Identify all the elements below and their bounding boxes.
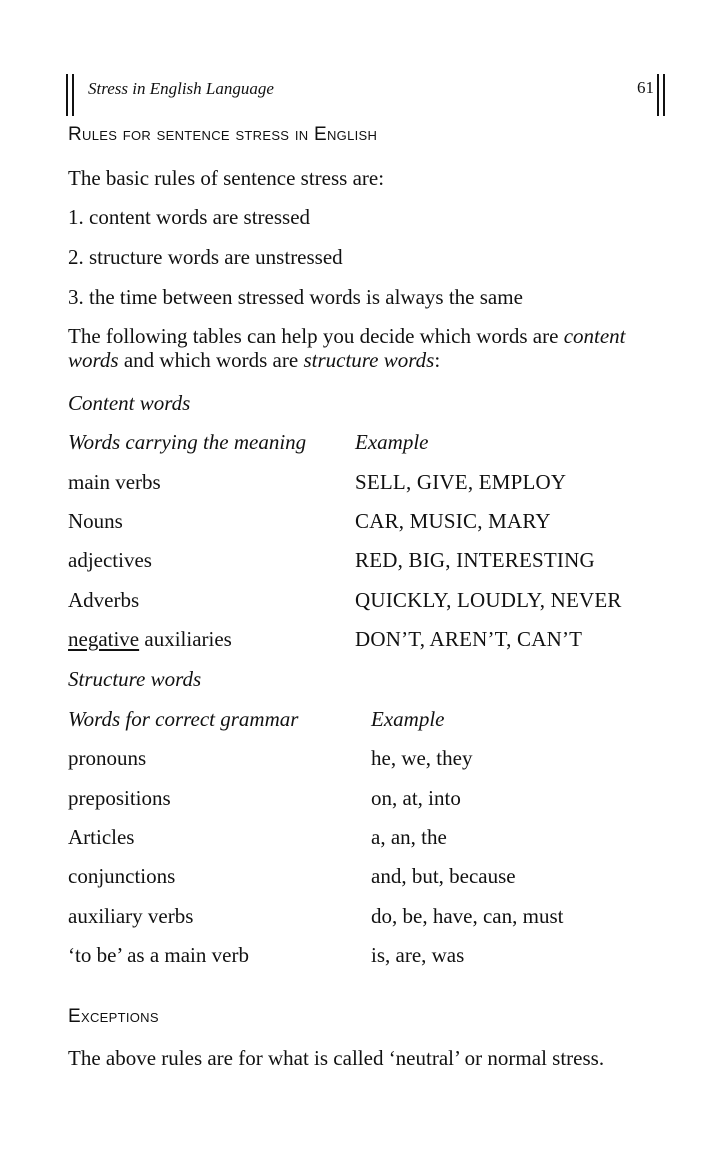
content-row-4-category: Adverbs (68, 588, 140, 612)
exceptions-heading-text: Exceptions (68, 1006, 159, 1027)
structure-col2-header: Example (371, 707, 445, 731)
structure-row-3-category: Articles (68, 825, 135, 849)
content-row-2-example: CAR, MUSIC, MARY (355, 509, 551, 533)
section-heading (68, 124, 377, 146)
structure-col1-header: Words for correct grammar (68, 707, 299, 731)
structure-row-1-example: he, we, they (371, 746, 473, 770)
section-heading-text: Rules for sentence stress in English (68, 124, 378, 145)
structure-row-4-category: conjunctions (68, 864, 176, 888)
structure-table-title: Structure words (68, 667, 202, 691)
structure-row-4-example: and, but, because (371, 864, 516, 888)
structure-row-5-example: do, be, have, can, must (371, 904, 564, 928)
rule-item-3: 3. the time between stressed words is always the same (68, 285, 523, 309)
intro-text: The basic rules of sentence stress are: (68, 166, 385, 190)
exceptions-heading (68, 1006, 159, 1028)
exceptions-text: The above rules are for what is called ‘neutral’ or normal stress. (68, 1046, 605, 1070)
structure-row-1-category: pronouns (68, 746, 147, 770)
header-left-rule-2 (72, 74, 74, 116)
structure-row-3-example: a, an, the (371, 825, 447, 849)
category-rest: auxiliaries (139, 627, 232, 651)
rule-item-1: 1. content words are stressed (68, 205, 311, 229)
structure-row-6-category: ‘to be’ as a main verb (68, 943, 249, 967)
structure-row-2-example: on, at, into (371, 786, 461, 810)
running-title: Stress in English Language (88, 79, 274, 98)
content-row-5-category (68, 627, 232, 652)
paragraph-text-3: : (434, 348, 441, 372)
structure-row-5-category: auxiliary verbs (68, 904, 194, 928)
content-table-title: Content words (68, 391, 191, 415)
content-row-1-category: main verbs (68, 470, 161, 494)
content-row-1-example: SELL, GIVE, EMPLOY (355, 470, 567, 494)
structure-row-2-category: prepositions (68, 786, 171, 810)
content-col2-header: Example (355, 430, 429, 454)
content-row-3-example: RED, BIG, INTERESTING (355, 548, 595, 572)
table-intro-paragraph (68, 324, 668, 372)
page-number: 61 (637, 78, 654, 97)
content-row-5-example: DON’T, AREN’T, CAN’T (355, 627, 583, 651)
paragraph-text-2: and which words are (118, 348, 304, 372)
structure-row-6-example: is, are, was (371, 943, 465, 967)
content-col1-header: Words carrying the meaning (68, 430, 307, 454)
underlined-word: negative (68, 627, 140, 651)
header-right-rule-2 (663, 74, 665, 116)
paragraph-text-1: The following tables can help you decide which words are (68, 324, 564, 348)
rule-item-2: 2. structure words are unstressed (68, 245, 343, 269)
content-row-2-category: Nouns (68, 509, 123, 533)
term-structure-words: structure words (303, 348, 435, 372)
header-left-rule-1 (66, 74, 68, 116)
header-right-rule-1 (657, 74, 659, 116)
content-row-4-example: QUICKLY, LOUDLY, NEVER (355, 588, 622, 612)
content-row-3-category: adjectives (68, 548, 152, 572)
term-content-words: content words (68, 324, 626, 372)
